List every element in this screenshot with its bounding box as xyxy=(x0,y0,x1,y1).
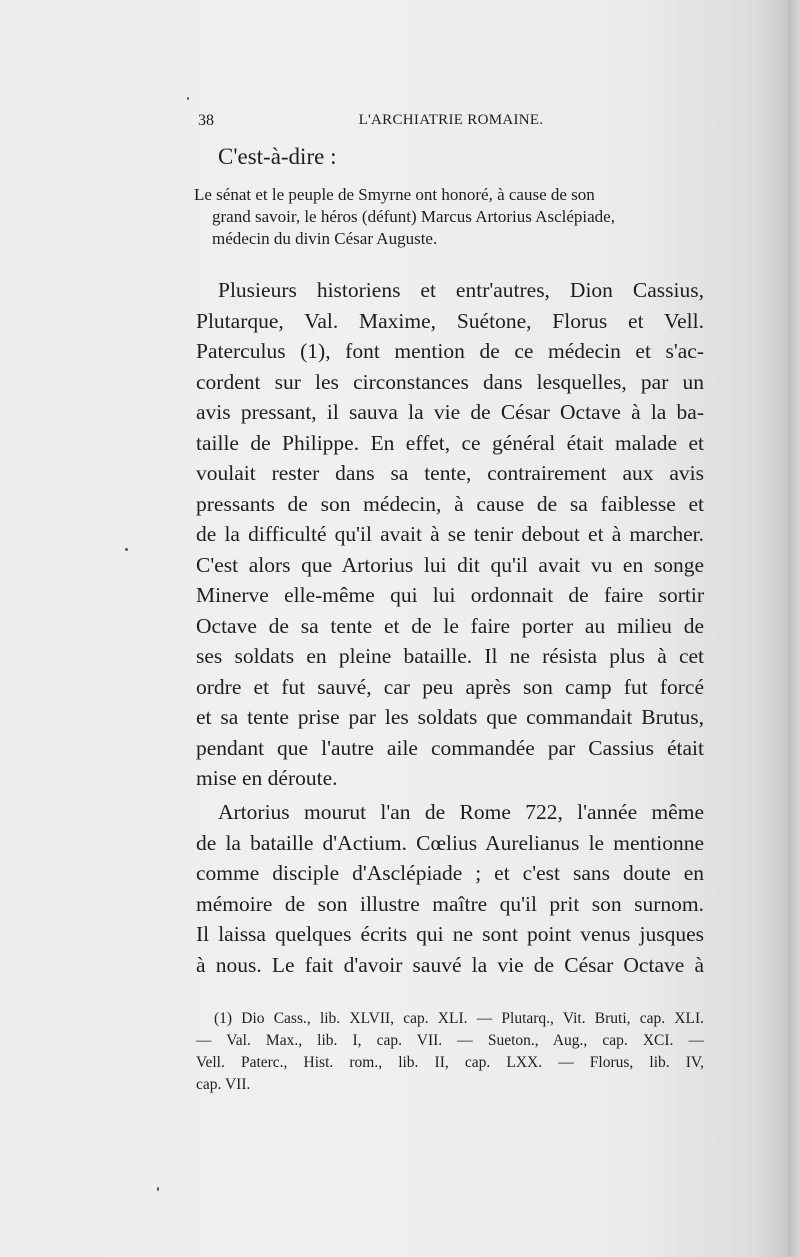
paper-speck xyxy=(125,548,128,551)
text-line: avis pressant, il sauva la vie de César Octave à la ba- xyxy=(196,400,704,424)
inscription-translation xyxy=(194,184,702,250)
text-line: Plusieurs historiens et entr'autres, Dion Cassius, xyxy=(218,278,704,302)
page-edge-shadow xyxy=(788,0,800,1257)
text-line: à nous. Le fait d'avoir sauvé la vie de César Octave à xyxy=(196,952,704,977)
text-line: C'est alors que Artorius lui dit qu'il avait vu en songe xyxy=(196,552,704,577)
text-line: mémoire de son illustre maître qu'il prit son surnom. xyxy=(196,891,704,916)
text-line: et sa tente prise par les soldats que commandait Brutus, xyxy=(196,705,704,729)
text-line: Il laissa quelques écrits qui ne sont point venus jusques xyxy=(196,922,704,946)
intro-line: C'est-à-dire : xyxy=(218,144,337,169)
footnote-line: — Val. Max., lib. I, cap. VII. — Sueton., Aug., cap. XCI. — xyxy=(196,1032,704,1049)
text-line: Plutarque, Val. Maxime, Suétone, Florus et Vell. xyxy=(196,308,704,333)
footnote-line: cap. VII. xyxy=(196,1076,251,1093)
text-line: de la difficulté qu'il avait à se tenir debout et à marcher. xyxy=(196,522,704,546)
text-line: pendant que l'autre aile commandée par Cassius était xyxy=(196,735,704,760)
paper-speck xyxy=(157,1187,159,1191)
inscription-line: grand savoir, le héros (défunt) Marcus Artorius Asclépiade, xyxy=(212,207,615,226)
inscription-line: médecin du divin César Auguste. xyxy=(212,229,438,248)
running-head: L'ARCHIATRIE ROMAINE. xyxy=(358,112,544,128)
footnotes xyxy=(196,1008,704,1096)
text-line: pressants de son médecin, à cause de sa faiblesse et xyxy=(196,491,704,516)
inscription-line: Le sénat et le peuple de Smyrne ont honoré, à cause de son xyxy=(194,185,595,204)
text-line: cordent sur les circonstances dans lesquelles, par un xyxy=(196,369,704,394)
paragraph-2 xyxy=(196,797,704,980)
footnote-line: (1) Dio Cass., lib. XLVII, cap. XLI. — Plutarq., Vit. Bruti, cap. XLI. xyxy=(214,1010,704,1027)
page-header xyxy=(198,112,704,132)
text-line: Minerve elle-même qui lui ordonnait de faire sortir xyxy=(196,583,704,607)
paragraph-1 xyxy=(196,275,704,794)
text-line: comme disciple d'Asclépiade ; et c'est sans doute en xyxy=(196,861,704,885)
text-line: voulait rester dans sa tente, contrairement aux avis xyxy=(196,461,704,485)
text-line: ordre et fut sauvé, car peu après son camp fut forcé xyxy=(196,674,704,699)
text-line: de la bataille d'Actium. Cœlius Aurelianus le mentionne xyxy=(196,830,704,855)
page-number: 38 xyxy=(198,112,214,129)
text-line: ses soldats en pleine bataille. Il ne résista plus à cet xyxy=(196,644,704,668)
text-line: Octave de sa tente et de le faire porter au milieu de xyxy=(196,613,704,638)
paper-speck xyxy=(187,97,189,100)
text-line: Artorius mourut l'an de Rome 722, l'année même xyxy=(218,800,704,824)
footnote-line: Vell. Paterc., Hist. rom., lib. II, cap. LXX. — Florus, lib. IV, xyxy=(196,1054,704,1071)
text-line: Paterculus (1), font mention de ce médecin et s'ac- xyxy=(196,339,704,363)
text-line: mise en déroute. xyxy=(196,766,338,790)
text-line: taille de Philippe. En effet, ce général était malade et xyxy=(196,430,704,455)
